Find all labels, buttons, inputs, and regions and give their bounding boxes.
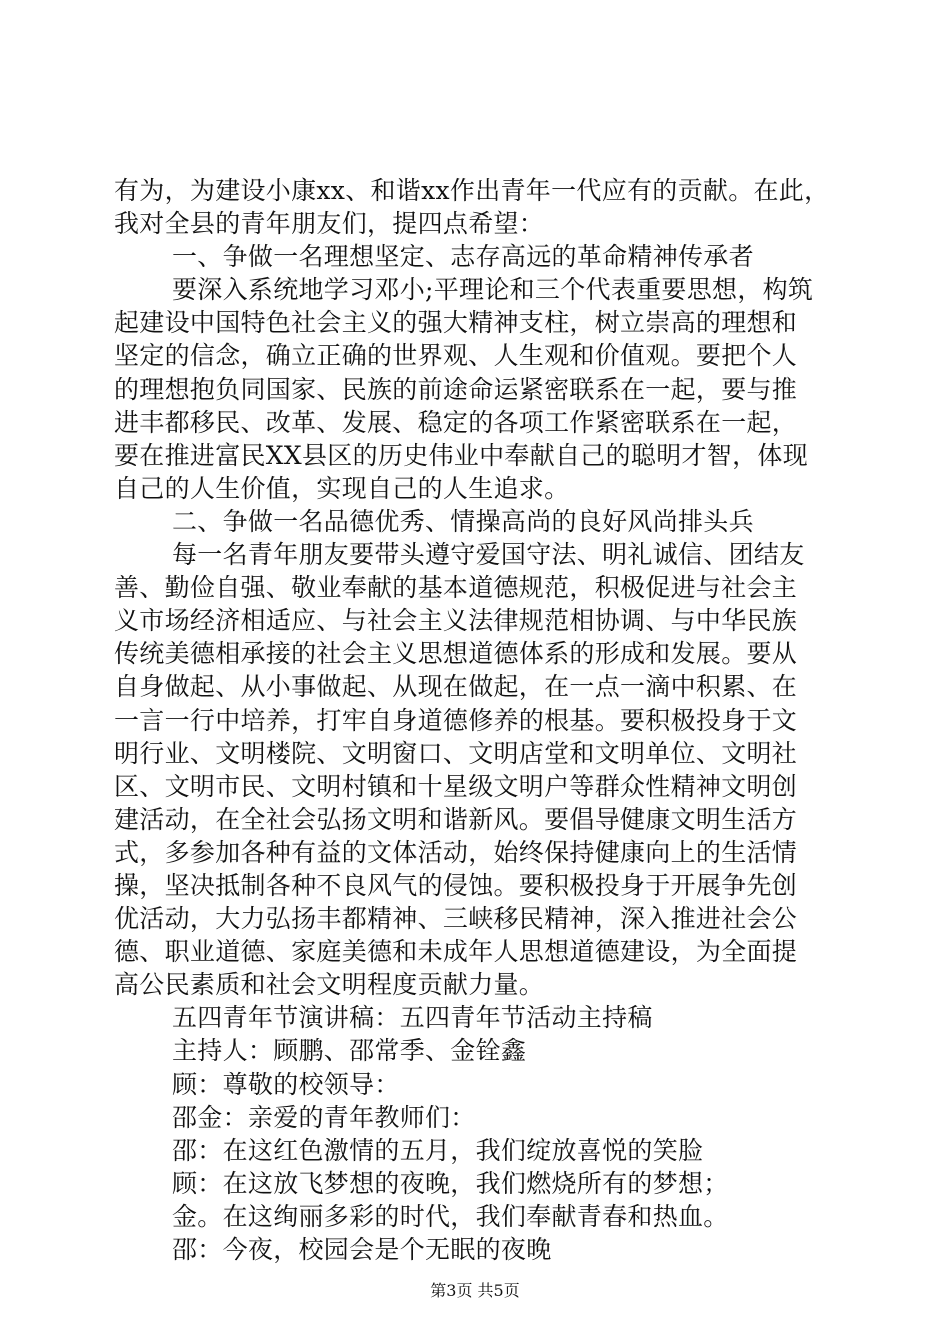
text-line: 坚定的信念，确立正确的世界观、人生观和价值观。要把个人 <box>114 341 798 371</box>
text-line: 高公民素质和社会文明程度贡献力量。 <box>114 970 545 1000</box>
text-line: 要深入系统地学习邓小;平理论和三个代表重要思想，构筑 <box>172 275 814 305</box>
text-line: 金。在这绚丽多彩的时代，我们奉献青春和热血。 <box>172 1201 729 1231</box>
text-line: 优活动，大力弘扬丰都精神、三峡移民精神，深入推进社会公 <box>114 904 798 934</box>
text-line: 操，坚决抵制各种不良风气的侵蚀。要积极投身于开展争先创 <box>114 870 798 900</box>
text-line: 式，多参加各种有益的文体活动，始终保持健康向上的生活情 <box>114 837 798 867</box>
text-line: 起建设中国特色社会主义的强大精神支柱，树立崇高的理想和 <box>114 308 798 338</box>
text-line: 的理想抱负同国家、民族的前途命运紧密联系在一起，要与推 <box>114 374 798 404</box>
text-line: 传统美德相承接的社会主义思想道德体系的形成和发展。要从 <box>114 639 798 669</box>
text-line: 五四青年节演讲稿：五四青年节活动主持稿 <box>172 1003 653 1033</box>
text-line: 明行业、文明楼院、文明窗口、文明店堂和文明单位、文明社 <box>114 738 798 768</box>
text-line: 一言一行中培养，打牢自身道德修养的根基。要积极投身于文 <box>114 705 798 735</box>
text-line: 有为，为建设小康xx、和谐xx作出青年一代应有的贡献。在此， <box>114 176 830 205</box>
text-line: 二、争做一名品德优秀、情操高尚的良好风尚排头兵 <box>172 506 754 536</box>
text-line: 顾：尊敬的校领导： <box>172 1069 400 1099</box>
text-line: 一、争做一名理想坚定、志存高远的革命精神传承者 <box>172 242 754 272</box>
document-body <box>114 174 844 1266</box>
text-line: 要在推进富民XX县区的历史伟业中奉献自己的聪明才智，体现 <box>114 440 808 470</box>
text-line: 进丰都移民、改革、发展、稳定的各项工作紧密联系在一起， <box>114 407 798 437</box>
text-line: 邵：今夜，校园会是个无眠的夜晚 <box>172 1235 552 1264</box>
text-line: 邵金：亲爱的青年教师们： <box>172 1102 476 1132</box>
text-line: 自己的人生价值，实现自己的人生追求。 <box>114 473 570 503</box>
text-line: 顾：在这放飞梦想的夜晚，我们燃烧所有的梦想； <box>172 1168 729 1198</box>
text-line: 主持人：顾鹏、邵常季、金铨鑫 <box>172 1036 527 1066</box>
text-line: 我对全县的青年朋友们，提四点希望： <box>114 209 545 239</box>
text-line: 邵：在这红色激情的五月，我们绽放喜悦的笑脸 <box>172 1135 704 1165</box>
page-footer: 第3页 共5页 <box>430 1281 520 1300</box>
text-line: 自身做起、从小事做起、从现在做起，在一点一滴中积累、在 <box>114 672 798 702</box>
text-line: 德、职业道德、家庭美德和未成年人思想道德建设，为全面提 <box>114 937 798 967</box>
text-line: 善、勤俭自强、敬业奉献的基本道德规范，积极促进与社会主 <box>114 573 798 603</box>
text-line: 建活动，在全社会弘扬文明和谐新风。要倡导健康文明生活方 <box>114 804 798 834</box>
text-line: 义市场经济相适应、与社会主义法律规范相协调、与中华民族 <box>114 606 798 636</box>
text-line: 区、文明市民、文明村镇和十星级文明户等群众性精神文明创 <box>114 771 798 801</box>
text-line: 每一名青年朋友要带头遵守爱国守法、明礼诚信、团结友 <box>172 540 805 570</box>
